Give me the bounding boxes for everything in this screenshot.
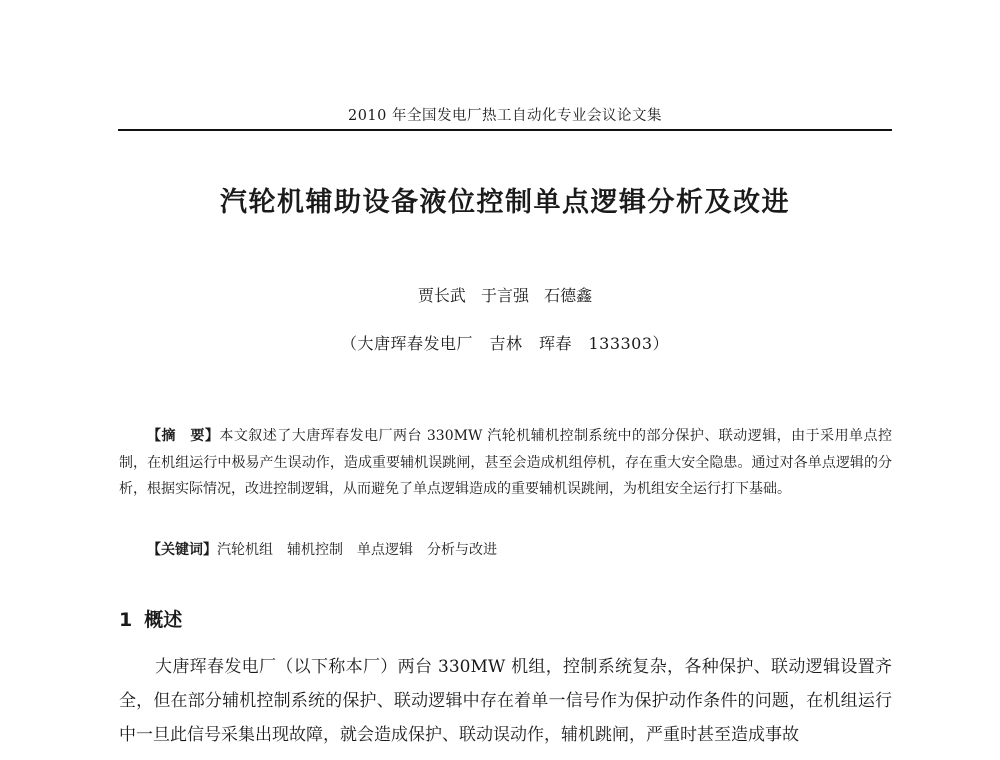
keyword: 单点逻辑 xyxy=(357,542,413,558)
keyword: 汽轮机组 xyxy=(217,542,273,558)
keywords-label: 【关键词】 xyxy=(147,542,217,558)
author-name: 石德鑫 xyxy=(544,286,593,305)
author-affiliation: （大唐珲春发电厂 吉林 珲春 133303） xyxy=(340,334,670,353)
running-head: 2010 年全国发电厂热工自动化专业会议论文集 xyxy=(347,108,662,124)
author-name: 于言强 xyxy=(480,286,529,305)
paper-title: 汽轮机辅助设备液位控制单点逻辑分析及改进 xyxy=(220,187,790,218)
keywords xyxy=(119,537,892,563)
author-list xyxy=(118,283,892,306)
section-title: 概述 xyxy=(144,609,183,631)
section-number: 1 xyxy=(119,609,133,631)
keyword: 分析与改进 xyxy=(427,542,497,558)
section-heading xyxy=(119,605,182,632)
abstract xyxy=(119,423,892,503)
author-name: 贾长武 xyxy=(417,286,466,305)
abstract-label: 【摘 要】 xyxy=(147,428,220,444)
body-paragraph: 大唐珲春发电厂（以下称本厂）两台 330MW 机组，控制系统复杂，各种保护、联动逻辑设置齐全，但在部分辅机控制系统的保护、联动逻辑中存在着单一信号作为保护动作条件的问题，在机组运行中一旦此信号采集出现故障，就会造成保护、联动误动作，辅机跳闸，严重时甚至造成事故 xyxy=(119,657,892,745)
header-rule xyxy=(118,129,892,131)
abstract-text: 本文叙述了大唐珲春发电厂两台 330MW 汽轮机辅机控制系统中的部分保护、联动逻辑，由于采用单点控制，在机组运行中极易产生误动作，造成重要辅机误跳闸，甚至会造成机组停机，存在重大安全隐患。通过对各单点逻辑的分析，根据实际情况，改进控制逻辑，从而避免了单点逻辑造成的重要辅机误跳闸，为机组安全运行打下基础。 xyxy=(119,428,892,497)
keyword: 辅机控制 xyxy=(287,542,343,558)
